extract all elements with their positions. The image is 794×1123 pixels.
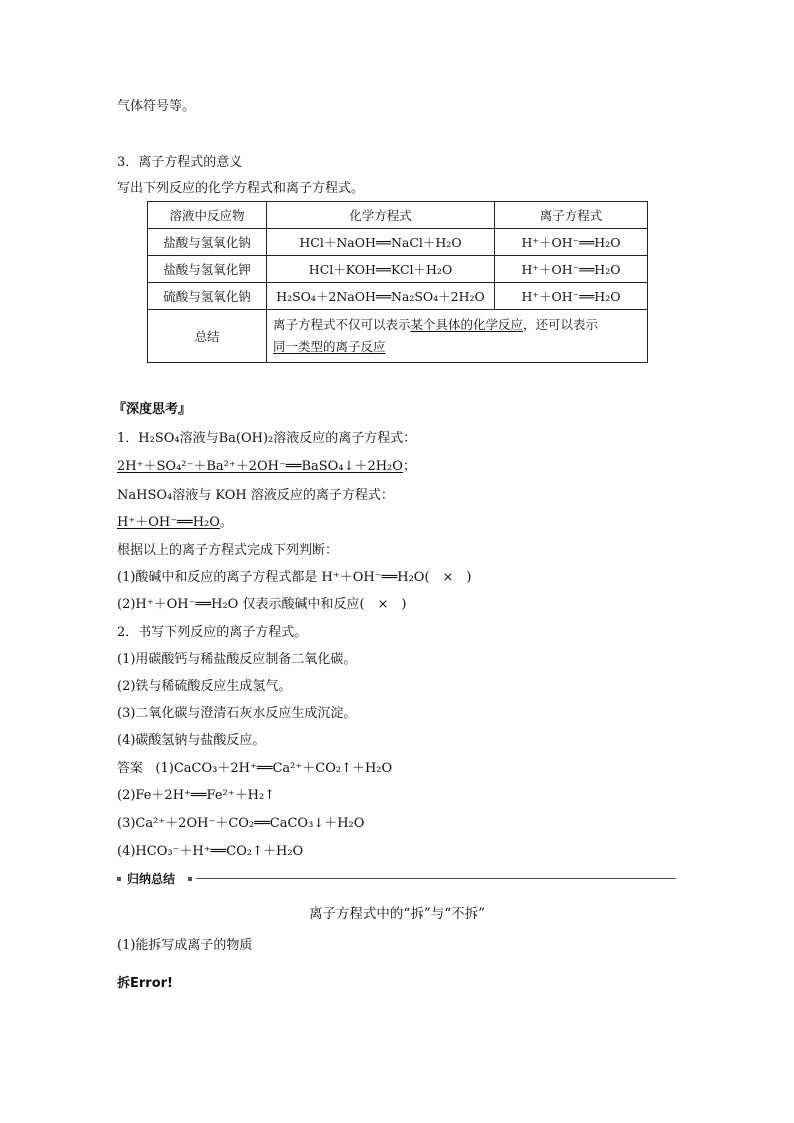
header-reactants: 溶液中反应物 [148, 202, 267, 229]
chem-equation-cell: H₂SO₄＋2NaOH══Na₂SO₄＋2H₂O [267, 283, 495, 310]
reactants-cell: 盐酸与氢氧化钠 [148, 229, 267, 256]
table-row [148, 283, 648, 310]
summary-section-label: 归纳总结 [127, 872, 176, 886]
question-2-item: (4)碳酸氢钠与盐酸反应。 [117, 733, 266, 748]
question-2-item: (3)二氧化碳与澄清石灰水反应生成沉淀。 [117, 706, 357, 721]
deep-think-heading: 『深度思考』 [113, 402, 192, 417]
section3-intro: 写出下列反应的化学方程式和离子方程式。 [117, 181, 365, 196]
summary-divider-left-dot [117, 877, 121, 881]
summary-text-part1: 离子方程式不仅可以表示 [273, 317, 411, 332]
judge-item-2: (2)H⁺＋OH⁻══H₂O 仅表示酸碱中和反应( × ) [117, 597, 407, 612]
header-chem-equation: 化学方程式 [267, 202, 495, 229]
top-line: 气体符号等。 [117, 99, 196, 114]
right-bracket-icon: 』 [178, 402, 192, 417]
table-row [148, 256, 648, 283]
summary-divider-line [196, 878, 676, 879]
summary-item-1: (1)能拆写成离子的物质 [117, 938, 253, 953]
judge-intro: 根据以上的离子方程式完成下列判断： [117, 543, 339, 558]
question-1: 1．H₂SO₄溶液与Ba(OH)₂溶液反应的离子方程式： [117, 431, 417, 446]
question-2: 2．书写下列反应的离子方程式。 [117, 625, 308, 640]
answer-label: 答案 [117, 761, 144, 776]
summary-text-part3: ，还可以表示 [523, 317, 599, 332]
reactants-cell: 盐酸与氢氧化钾 [148, 256, 267, 283]
judge-item-1: (1)酸碱中和反应的离子方程式都是 H⁺＋OH⁻══H₂O( × ) [117, 570, 472, 585]
summary-text-part2: 某个具体的化学反应 [410, 317, 524, 332]
answer-line: (3)Ca²⁺＋2OH⁻＋CO₂══CaCO₃↓＋H₂O [117, 816, 365, 831]
answer-1: 2H⁺＋SO₄²⁻＋Ba²⁺＋2OH⁻══BaSO₄↓＋2H₂O； [117, 459, 416, 474]
section3-title: 3．离子方程式的意义 [117, 155, 243, 170]
table-row [148, 229, 648, 256]
error-text: Error! [130, 976, 173, 991]
chem-equation-cell: HCl＋KOH══KCl＋H₂O [267, 256, 495, 283]
ion-equation-cell: H⁺＋OH⁻══H₂O [495, 229, 648, 256]
ion-equation-cell: H⁺＋OH⁻══H₂O [495, 283, 648, 310]
summary-center-title: 离子方程式中的“拆”与“不拆” [308, 906, 486, 922]
question-2-item: (1)用碳酸钙与稀盐酸反应制备二氧化碳。 [117, 652, 357, 667]
answer-1b: H⁺＋OH⁻══H₂O。 [117, 515, 233, 530]
reactants-cell: 硫酸与氢氧化钠 [148, 283, 267, 310]
table-header-row [148, 202, 648, 229]
ion-equation-cell: H⁺＋OH⁻══H₂O [495, 256, 648, 283]
summary-label-cell: 总结 [148, 310, 267, 363]
chem-equation-cell: HCl＋NaOH══NaCl＋H₂O [267, 229, 495, 256]
table-summary-row [148, 310, 648, 363]
left-bracket-icon: 『 [113, 402, 127, 417]
summary-text-cell [267, 310, 648, 363]
summary-divider-right-dot [188, 877, 192, 881]
summary-error-line: 拆Error! [117, 976, 173, 991]
summary-text-part4: 同一类型的离子反应 [273, 339, 386, 354]
answer-line: (4)HCO₃⁻＋H⁺══CO₂↑＋H₂O [117, 844, 304, 859]
answer-line: (2)Fe＋2H⁺══Fe²⁺＋H₂↑ [117, 788, 276, 803]
question-2-item: (2)铁与稀硫酸反应生成氢气。 [117, 679, 292, 694]
header-ion-equation: 离子方程式 [495, 202, 648, 229]
answer-line-1: 答案 (1)CaCO₃＋2H⁺══Ca²⁺＋CO₂↑＋H₂O [117, 761, 393, 776]
reaction-table [147, 201, 648, 363]
question-1b: NaHSO₄溶液与 KOH 溶液反应的离子方程式： [117, 488, 394, 503]
